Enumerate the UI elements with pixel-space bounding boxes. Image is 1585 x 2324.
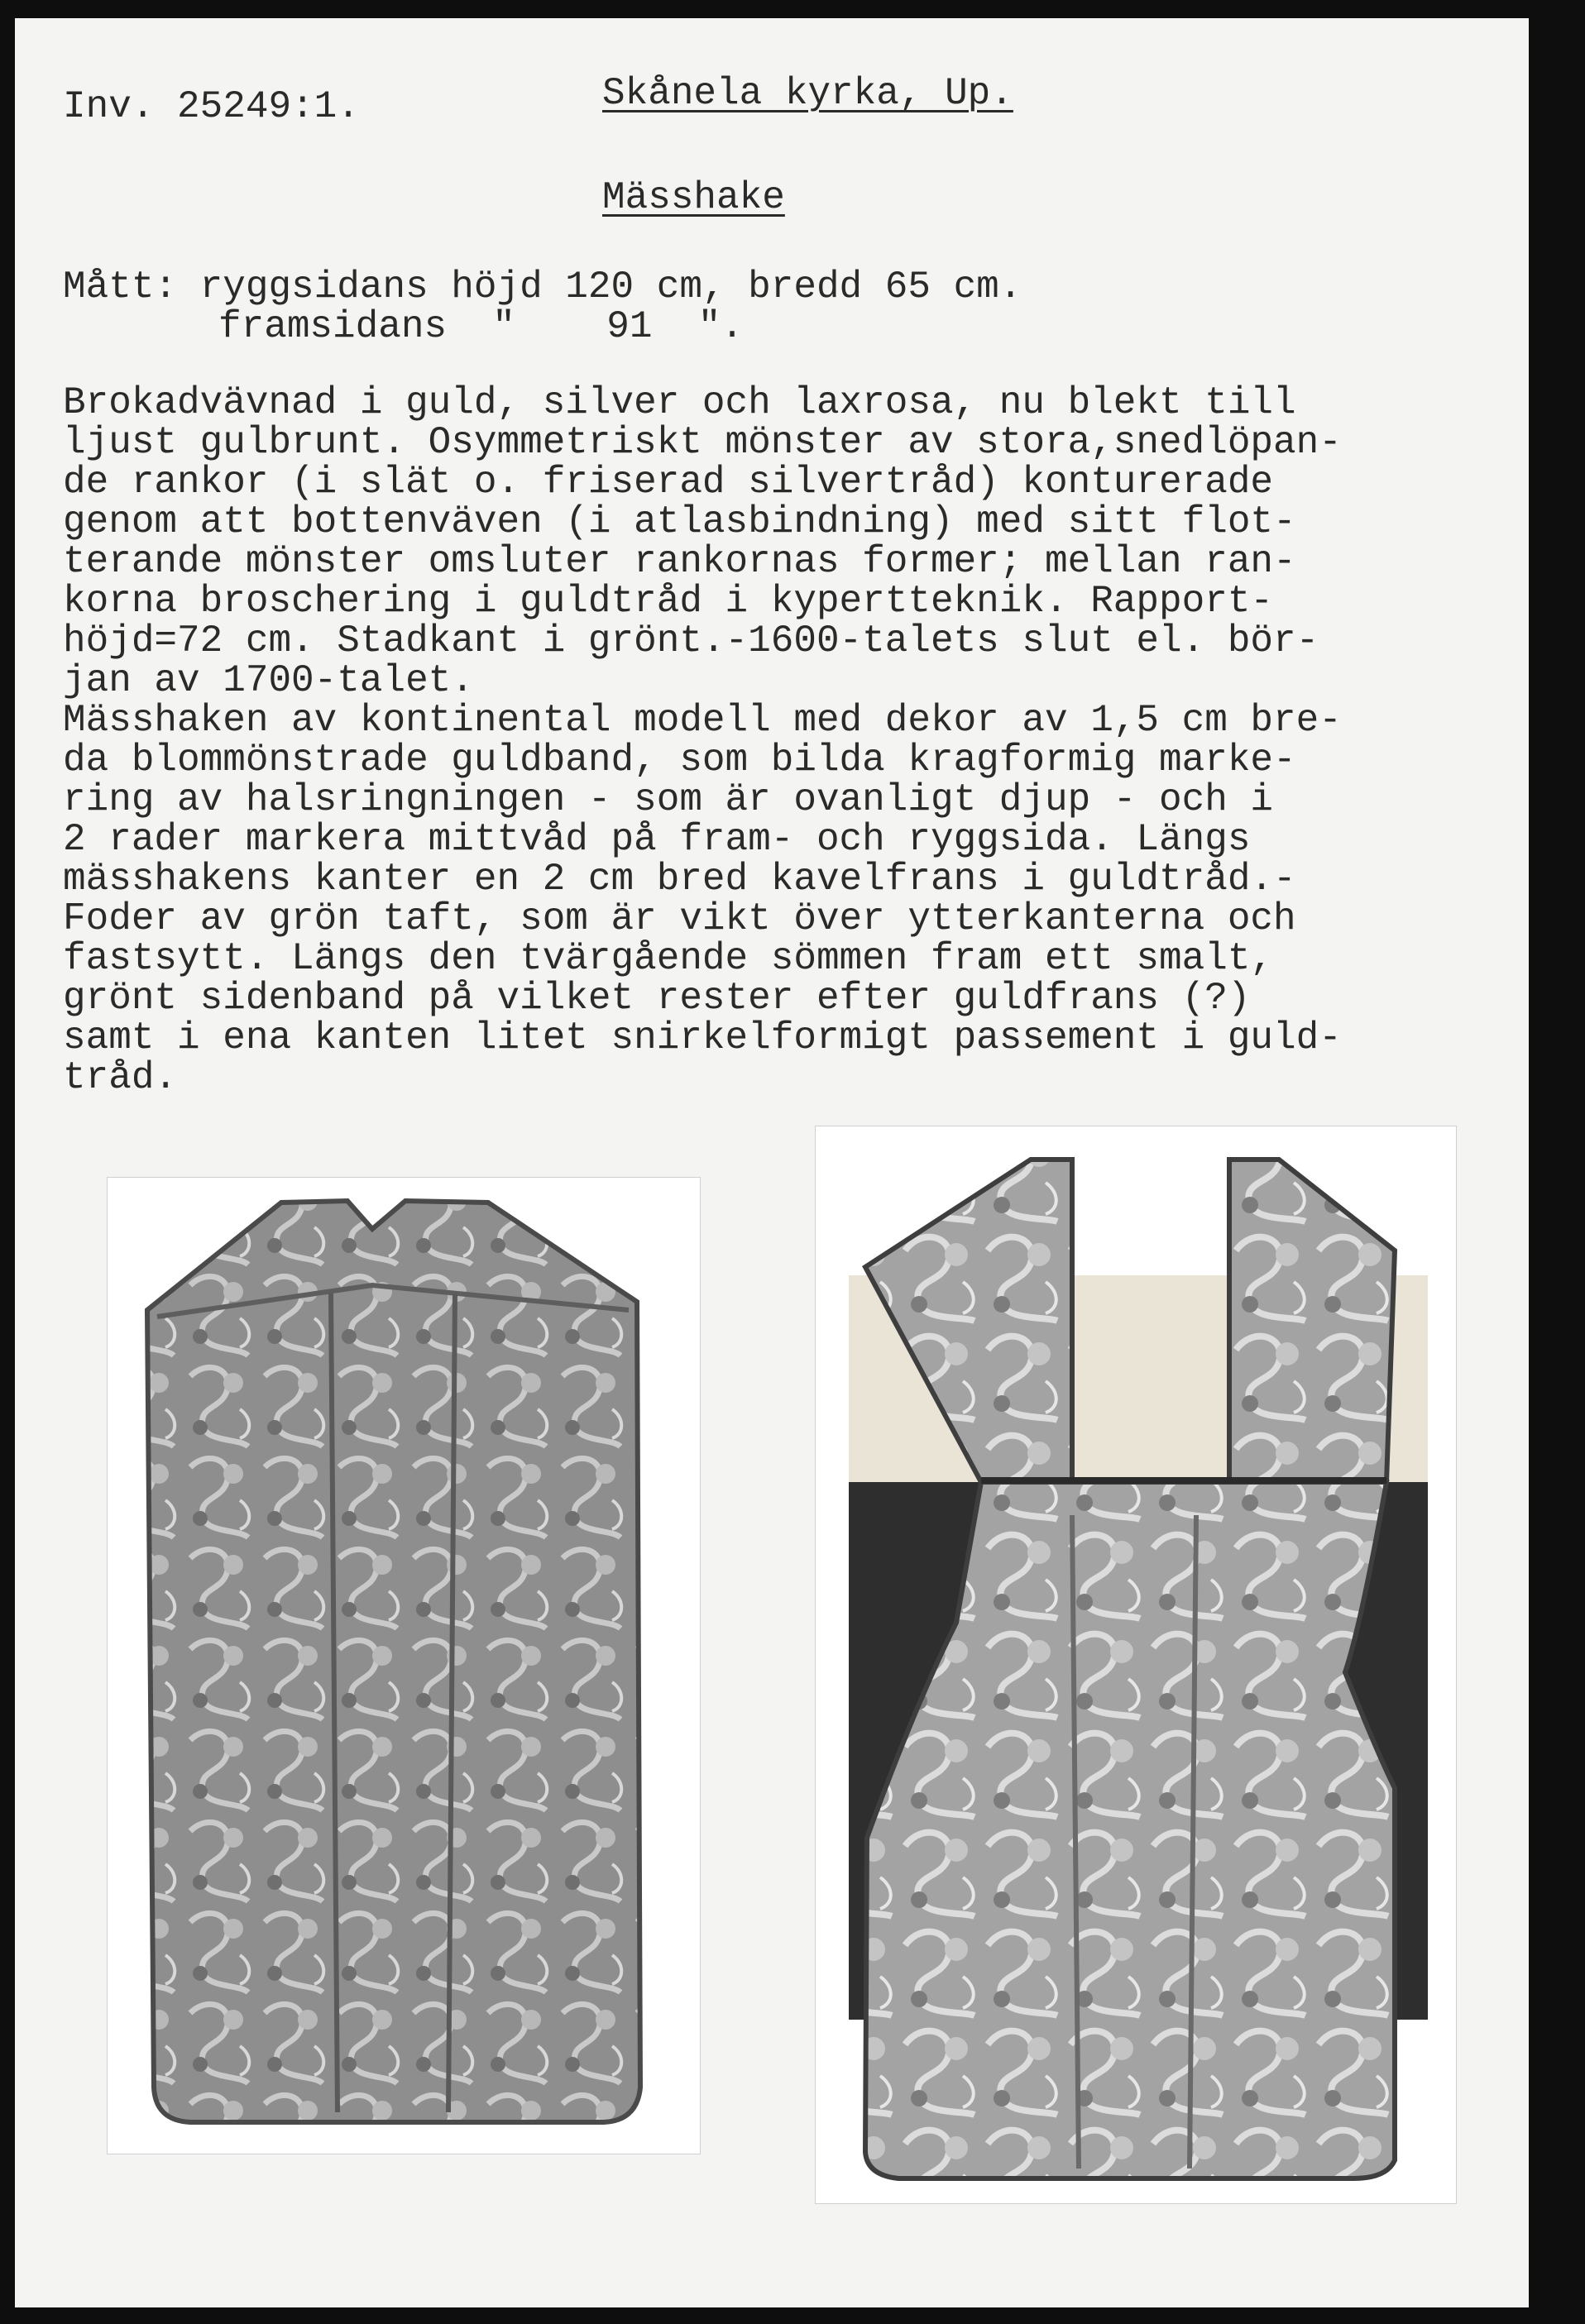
inventory-number: Inv. 25249:1. xyxy=(63,85,360,128)
description-line: genom att bottenväven (i atlasbindning) med sitt flot- xyxy=(63,500,1296,543)
description-line: da blommönstrade guldband, som bilda kragformig marke- xyxy=(63,739,1296,782)
object-title: Mässhake xyxy=(602,176,785,219)
description-line: 2 rader markera mittvåd på fram- och ryggsida. Längs xyxy=(63,818,1251,861)
description-line: samt i ena kanten litet snirkelformigt passement i guld- xyxy=(63,1016,1342,1059)
description-line: ring av halsringningen - som är ovanligt djup - och i xyxy=(63,778,1274,821)
description-line: korna broschering i guldtråd i kypertteknik. Rapport- xyxy=(63,580,1274,623)
description-line: ljust gulbrunt. Osymmetriskt mönster av stora,snedlöpan- xyxy=(63,421,1342,464)
location: Skånela kyrka, Up. xyxy=(602,72,1013,115)
description-line: terande mönster omsluter rankornas former; mellan ran- xyxy=(63,540,1296,583)
chasuble-front-illustration xyxy=(816,1126,1456,2203)
photo-chasuble-back xyxy=(108,1178,700,2154)
measurements-line-2: framsidans " 91 ". xyxy=(218,305,744,348)
description-line: Mässhaken av kontinental modell med dekor av 1,5 cm bre- xyxy=(63,699,1342,742)
description-line: mässhakens kanter en 2 cm bred kavelfrans i guldtråd.- xyxy=(63,858,1296,901)
description-line: grönt sidenband på vilket rester efter guldfrans (?) xyxy=(63,977,1251,1020)
description-line: Foder av grön taft, som är vikt över ytterkanterna och xyxy=(63,897,1296,940)
measurements-line-1: Mått: ryggsidans höjd 120 cm, bredd 65 cm. xyxy=(63,265,1022,308)
description-line: de rankor (i slät o. friserad silvertråd) konturerade xyxy=(63,461,1274,504)
chasuble-back-body xyxy=(147,1201,640,2122)
description-line: fastsytt. Längs den tvärgående sömmen fram ett smalt, xyxy=(63,937,1274,980)
photo-chasuble-front xyxy=(816,1126,1456,2203)
description-line: tråd. xyxy=(63,1056,178,1099)
description-line: höjd=72 cm. Stadkant i grönt.-1600-talets slut el. bör- xyxy=(63,619,1319,662)
chasuble-back-illustration xyxy=(108,1178,700,2154)
description-line: jan av 1700-talet. xyxy=(63,659,474,702)
description-line: Brokadvävnad i guld, silver och laxrosa, nu blekt till xyxy=(63,381,1296,424)
catalog-card xyxy=(15,18,1529,2307)
